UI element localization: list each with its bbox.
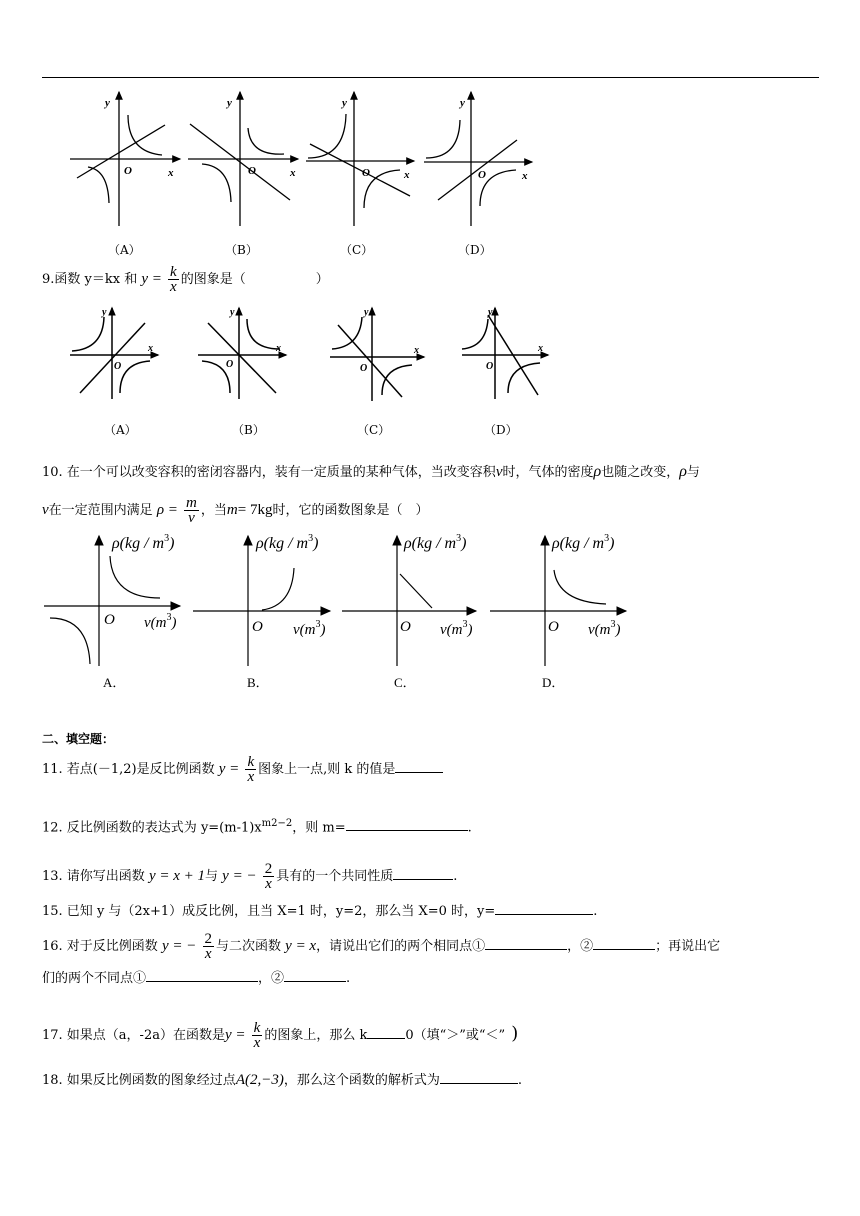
q15-end: .	[593, 904, 598, 919]
q12-text-before: 12. 反比例函数的表达式为 y=(m-1)x	[42, 820, 262, 836]
q12-text-after: ，则 m=	[292, 820, 346, 836]
q10-line2-m: m	[226, 502, 238, 518]
svg-text:O: O	[486, 361, 494, 372]
q17-frac-num: k	[253, 1020, 261, 1036]
q17-text-mid: 的图象上，那么 k	[264, 1028, 368, 1043]
q18-end: .	[517, 1073, 522, 1088]
q9-paren-close: ）	[315, 272, 329, 287]
q17	[42, 1021, 518, 1050]
q13-y-eq: y = −	[222, 868, 257, 884]
q8-graph-d	[424, 92, 532, 226]
q12-end: .	[467, 820, 472, 836]
q16-text-a: ，请说出它们的两个相同点①	[316, 939, 486, 954]
q16-diff-1-blank[interactable]	[146, 967, 258, 982]
svg-text:x: x	[414, 345, 419, 356]
q9-text-after: 的图象是（	[180, 272, 246, 287]
svg-text:x: x	[148, 343, 153, 354]
q10-line2-c: 时，它的函数图象是（ ）	[272, 503, 429, 518]
q11-frac-den: x	[247, 769, 255, 785]
svg-text:O: O	[548, 619, 559, 635]
q9-option-c: （C）	[357, 423, 391, 437]
svg-text:O: O	[400, 619, 411, 635]
q16-diff-2-blank[interactable]	[284, 967, 346, 982]
q13-mid: 与	[205, 869, 219, 884]
q12-exponent: m2−2	[261, 818, 293, 829]
q9-option-b: （B）	[232, 423, 265, 437]
q10-line1-a: 10. 在一个可以改变容积的密闭容器内，装有一定质量的某种气体，当改变容积	[42, 465, 496, 480]
q10-line1-c: 也随之改变，	[601, 465, 680, 480]
q11-text-after: 图象上一点,则 k 的值是	[258, 762, 396, 777]
q8-graphs	[62, 88, 542, 238]
q10-line2-rho: ρ =	[156, 502, 178, 518]
q9-frac-num: k	[170, 264, 177, 280]
q17-text-after: 0（填“＞”或“＜”	[405, 1028, 506, 1043]
q16-fraction	[203, 932, 215, 961]
q17-answer-blank[interactable]	[367, 1024, 405, 1039]
q8-graph-c	[306, 92, 414, 226]
q8-option-a: （A）	[108, 243, 141, 257]
q9-y-eq: y =	[141, 271, 162, 287]
q10-line2-b: ，当	[200, 503, 227, 518]
svg-text:x: x	[290, 167, 296, 179]
q10-line1-rho: ρ	[593, 463, 602, 480]
q11-fraction	[245, 755, 256, 784]
svg-text:v(m3): $v(m^3)$	[440, 619, 473, 638]
q17-close: )	[511, 1023, 519, 1044]
q13-text-after: 具有的一个共同性质	[276, 869, 394, 884]
q10-line2	[42, 496, 428, 525]
q9-graphs	[62, 305, 562, 405]
q9-number: 9.	[42, 272, 55, 287]
q10-option-a: A．	[103, 675, 126, 690]
q9-graph-b	[198, 307, 286, 399]
svg-text:O: O	[252, 619, 263, 635]
q9-fraction	[168, 265, 179, 294]
q16-line2	[42, 967, 350, 988]
svg-text:O: O	[124, 165, 132, 177]
q16-mid: 与二次函数	[216, 939, 282, 954]
q13-f1: y = x + 1	[148, 868, 206, 884]
q8-graph-a	[70, 92, 180, 226]
q10-line1-d: 与	[686, 465, 700, 480]
svg-text:O: O	[226, 359, 234, 370]
svg-text:O: O	[360, 363, 368, 374]
q10-graph-b	[193, 533, 330, 666]
q18-point: A(2,−3)	[235, 1072, 284, 1088]
svg-text:x: x	[538, 343, 543, 354]
q13-answer-blank[interactable]	[393, 865, 453, 880]
q11-y-eq: y =	[218, 761, 240, 777]
q10-graph-a	[44, 533, 180, 666]
svg-text:y: y	[227, 97, 232, 109]
q16-text-b: ，②	[567, 939, 594, 954]
q17-fraction	[252, 1021, 263, 1050]
q10-fraction	[184, 496, 199, 525]
q8-option-d: （D）	[458, 243, 492, 257]
q13-text-before: 13. 请你写出函数	[42, 869, 145, 884]
svg-text:ρ(kg / m3): $\rho(kg / m^3)$	[404, 533, 467, 552]
q10-line2-v: v	[42, 502, 49, 518]
q10-option-c: C．	[394, 675, 416, 690]
q18-text-before: 18. 如果反比例函数的图象经过点	[42, 1073, 236, 1088]
q11-text-before: 11. 若点(－1,2)是反比例函数	[42, 762, 215, 777]
svg-text:y: y	[488, 307, 493, 318]
q13-end: .	[453, 869, 458, 884]
q13-frac-den: x	[265, 876, 272, 892]
q10-a-origin: O	[104, 612, 115, 628]
q16-y-eq: y = −	[161, 938, 197, 954]
q16-same-1-blank[interactable]	[485, 935, 567, 950]
q17-frac-den: x	[253, 1035, 261, 1051]
q8-graph-svg	[62, 88, 542, 238]
svg-text:O: O	[478, 169, 486, 181]
q12-answer-blank[interactable]	[346, 816, 468, 831]
q16-line2-a: 们的两个不同点①	[42, 971, 147, 986]
svg-text:O: O	[362, 167, 370, 179]
q18	[42, 1069, 522, 1090]
q10-line1	[42, 463, 700, 482]
svg-text:x: x	[404, 169, 410, 181]
svg-text:y: y	[102, 307, 107, 318]
section-title: 二、填空题：	[42, 732, 115, 746]
svg-text:y: y	[364, 307, 369, 318]
q8-option-b: （B）	[225, 243, 258, 257]
svg-text:ρ(kg / m3): $\rho(kg / m^3)$	[552, 533, 615, 552]
svg-text:y: y	[105, 97, 110, 109]
q9-graph-c	[330, 307, 424, 401]
q10-graph-svg	[40, 528, 640, 670]
q16-line1	[42, 932, 720, 961]
q9-graph-svg	[62, 305, 562, 405]
svg-text:v(m3): $v(m^3)$	[293, 619, 326, 638]
q13-frac-num: 2	[264, 861, 273, 877]
q8-option-c: （C）	[340, 243, 374, 257]
q18-text-after: ，那么这个函数的解析式为	[283, 1073, 440, 1088]
q11-answer-blank[interactable]	[395, 758, 443, 773]
q9-option-a: （A）	[104, 423, 137, 437]
q17-y-eq: y =	[224, 1027, 246, 1043]
q9-text-before: 函数 y＝kx 和	[54, 272, 138, 287]
q16-frac-num: 2	[204, 931, 212, 947]
svg-text:ρ(kg / m3): $\rho(kg / m^3)$	[256, 533, 319, 552]
svg-text:O: O	[114, 361, 122, 372]
q9-graph-a	[70, 307, 158, 399]
q10-line1-b: 时，气体的密度	[502, 465, 594, 480]
svg-text:x: x	[276, 343, 281, 354]
q10-graph-d	[490, 533, 626, 666]
q17-text-before: 17. 如果点（a，-2a）在函数是	[42, 1028, 225, 1043]
svg-text:y: y	[342, 97, 347, 109]
q10-a-x-label: $v(m^3)$	[144, 612, 177, 631]
q16-end: .	[346, 971, 351, 986]
q10-line2-eq: = 7kg	[237, 502, 273, 518]
svg-text:y: y	[230, 307, 235, 318]
q10-option-b: B．	[247, 675, 269, 690]
q10-line1-rho2: ρ	[679, 463, 687, 480]
q9-graph-d	[462, 307, 548, 399]
q18-answer-blank[interactable]	[440, 1069, 518, 1084]
q11	[42, 755, 443, 784]
svg-text:x: x	[168, 167, 174, 179]
q9-option-d: （D）	[484, 423, 518, 437]
q10-graphs	[40, 528, 640, 670]
q10-frac-den: v	[188, 510, 195, 526]
svg-text:y: y	[460, 97, 465, 109]
q15	[42, 900, 597, 921]
q16-text-c: ；再说出它	[655, 939, 721, 954]
q16-same-2-blank[interactable]	[593, 935, 655, 950]
q9-stem	[42, 265, 329, 294]
q15-answer-blank[interactable]	[495, 900, 593, 915]
q12	[42, 815, 472, 837]
q16-f2: y = x	[285, 938, 317, 954]
q16-frac-den: x	[204, 946, 212, 962]
svg-text:O: O	[248, 165, 256, 177]
svg-text:x: x	[522, 170, 528, 182]
svg-text:v(m3): $v(m^3)$	[588, 619, 621, 638]
q8-graph-b	[188, 92, 298, 226]
q11-frac-num: k	[247, 754, 255, 770]
q10-line2-a: 在一定范围内满足	[48, 503, 153, 518]
q13	[42, 862, 457, 891]
q9-frac-den: x	[170, 279, 177, 295]
q15-text: 15. 已知 y 与（2x+1）成反比例，且当 X=1 时，y=2，那么当 X=0 时，y=	[42, 904, 496, 919]
q10-a-y-label: $\rho(kg / m^3)$	[112, 533, 175, 552]
q10-option-d: D．	[542, 675, 565, 690]
q13-fraction	[263, 862, 275, 891]
top-rule	[42, 77, 819, 78]
q16-text-before: 16. 对于反比例函数	[42, 939, 158, 954]
q10-frac-num: m	[186, 495, 197, 511]
q10-line1-v: v	[495, 464, 503, 480]
q10-graph-c	[342, 533, 476, 666]
q16-line2-b: ，②	[258, 971, 285, 986]
